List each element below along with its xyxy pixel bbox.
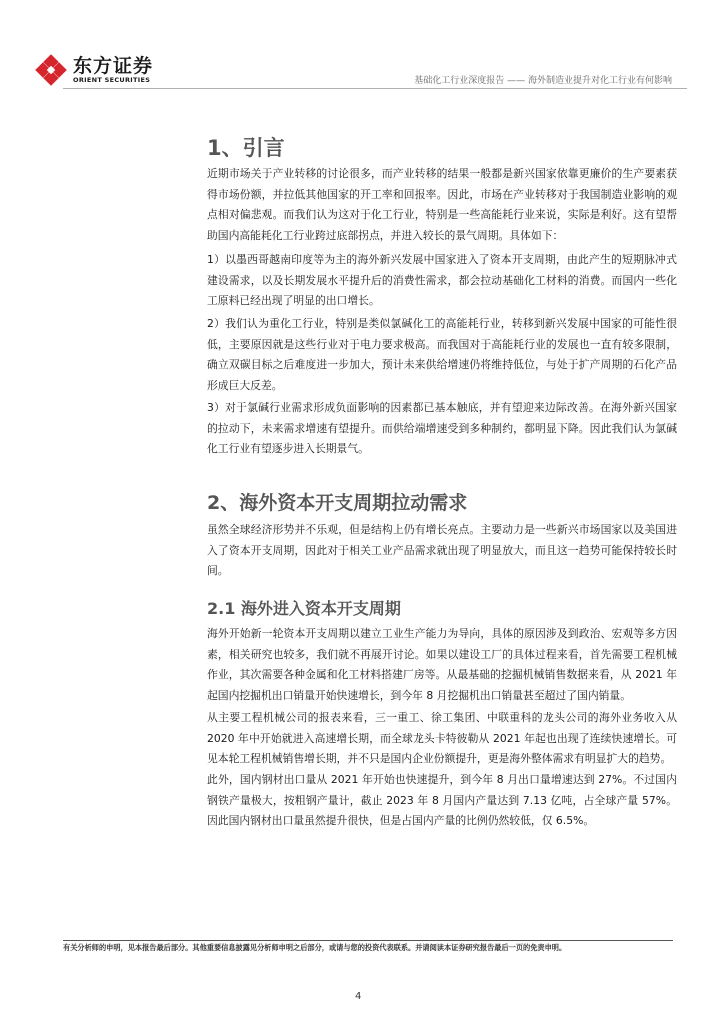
orient-securities-logo-icon xyxy=(35,54,67,86)
page-number: 4 xyxy=(355,991,362,1002)
section-1-paragraph-1: 近期市场关于产业转移的讨论很多，而产业转移的结果一般都是新兴国家依靠更廉价的生产要素获得市场份额，并拉低其他国家的开工率和回报率。因此，市场在产业转移对于我国制造业影响的观点相对偏悲观。而我们认为这对于化工行业，特别是一些高能耗行业来说，实际是利好。这有望帮助国内高能耗化工行业跨过底部拐点，并进入较长的景气周期。具体如下： xyxy=(207,167,677,242)
section-1-paragraph-2: 1）以墨西哥越南印度等为主的海外新兴发展中国家进入了资本开支周期，由此产生的短期脉冲式建设需求，以及长期发展水平提升后的消费性需求，都会拉动基础化工材料的消费。而国内一些化工原料已经出现了明显的出口增长。 xyxy=(207,253,677,307)
logo-chinese-name: 东方证券 xyxy=(73,54,154,77)
section-2-1-paragraph-3: 此外，国内钢材出口量从 2021 年开始也快速提升，到今年 8 月出口量增速达到 27%。不过国内钢铁产量极大，按粗钢产量计，截止 2023 年 8 月国内产量达到 7.13 亿吨，占全球产量 57%。因此国内钢材出口量虽然提升很快，但是占国内产量的比例仍然较低，仅 6.5%。 xyxy=(207,773,677,827)
section-2-1-heading: 2.1 海外进入资本开支周期 xyxy=(207,599,401,618)
footer-divider xyxy=(63,940,673,941)
disclaimer-note: 有关分析师的申明，见本报告最后部分。其他重要信息披露见分析师申明之后部分，或请与您的投资代表联系。并请阅读本证券研究报告最后一页的免责申明。 xyxy=(63,943,567,952)
section-1-heading: 1、引言 xyxy=(207,136,285,160)
header-divider xyxy=(63,88,687,89)
section-2-1-paragraph-2: 从主要工程机械公司的报表来看，三一重工、徐工集团、中联重科的龙头公司的海外业务收入从 2020 年中开始就进入高速增长期，而全球龙头卡特彼勒从 2021 年起也出现了连续快速增长。可见本轮工程机械销售增长期，并不只是国内企业份额提升，更是海外整体需求有明显扩大的趋势。 xyxy=(207,711,677,765)
section-1-paragraph-4: 3）对于氯碱行业需求形成负面影响的因素都已基本触底，并有望迎来边际改善。在海外新兴国家的拉动下，未来需求增速有望提升。而供给端增速受到多种制约，都明显下降。因此我们认为氯碱化工行业有望逐步进入长期景气。 xyxy=(207,401,677,455)
report-title: 基础化工行业深度报告 —— 海外制造业提升对化工行业有何影响 xyxy=(414,76,672,86)
company-logo xyxy=(35,54,153,86)
section-2-paragraph-1: 虽然全球经济形势并不乐观，但是结构上仍有增长亮点。主要动力是一些新兴市场国家以及美国进入了资本开支周期，因此对于相关工业产品需求就出现了明显放大，而且这一趋势可能保持较长时间。 xyxy=(207,523,677,577)
section-1-paragraph-3: 2）我们认为重化工行业，特别是类似氯碱化工的高能耗行业，转移到新兴发展中国家的可能性很低，主要原因就是这些行业对于电力要求极高。而我国对于高能耗行业的发展也一直有较多限制，确立双碳目标之后难度进一步加大，预计未来供给增速仍将维持低位，与处于扩产周期的石化产品形成巨大反差。 xyxy=(207,317,677,392)
section-2-1-paragraph-1: 海外开始新一轮资本开支周期以建立工业生产能力为导向，具体的原因涉及到政治、宏观等多方因素，相关研究也较多，我们就不再展开讨论。如果以建设工厂的具体过程来看，首先需要工程机械作业，其次需要各种金属和化工材料搭建厂房等。从最基础的挖掘机械销售数据来看，从 2021 年起国内挖掘机出口销量开始快速增长，到今年 8 月挖掘机出口销量甚至超过了国内销量。 xyxy=(207,627,677,702)
section-2-heading: 2、海外资本开支周期拉动需求 xyxy=(207,492,468,514)
logo-english-name: ORIENT SECURITIES xyxy=(73,75,151,84)
